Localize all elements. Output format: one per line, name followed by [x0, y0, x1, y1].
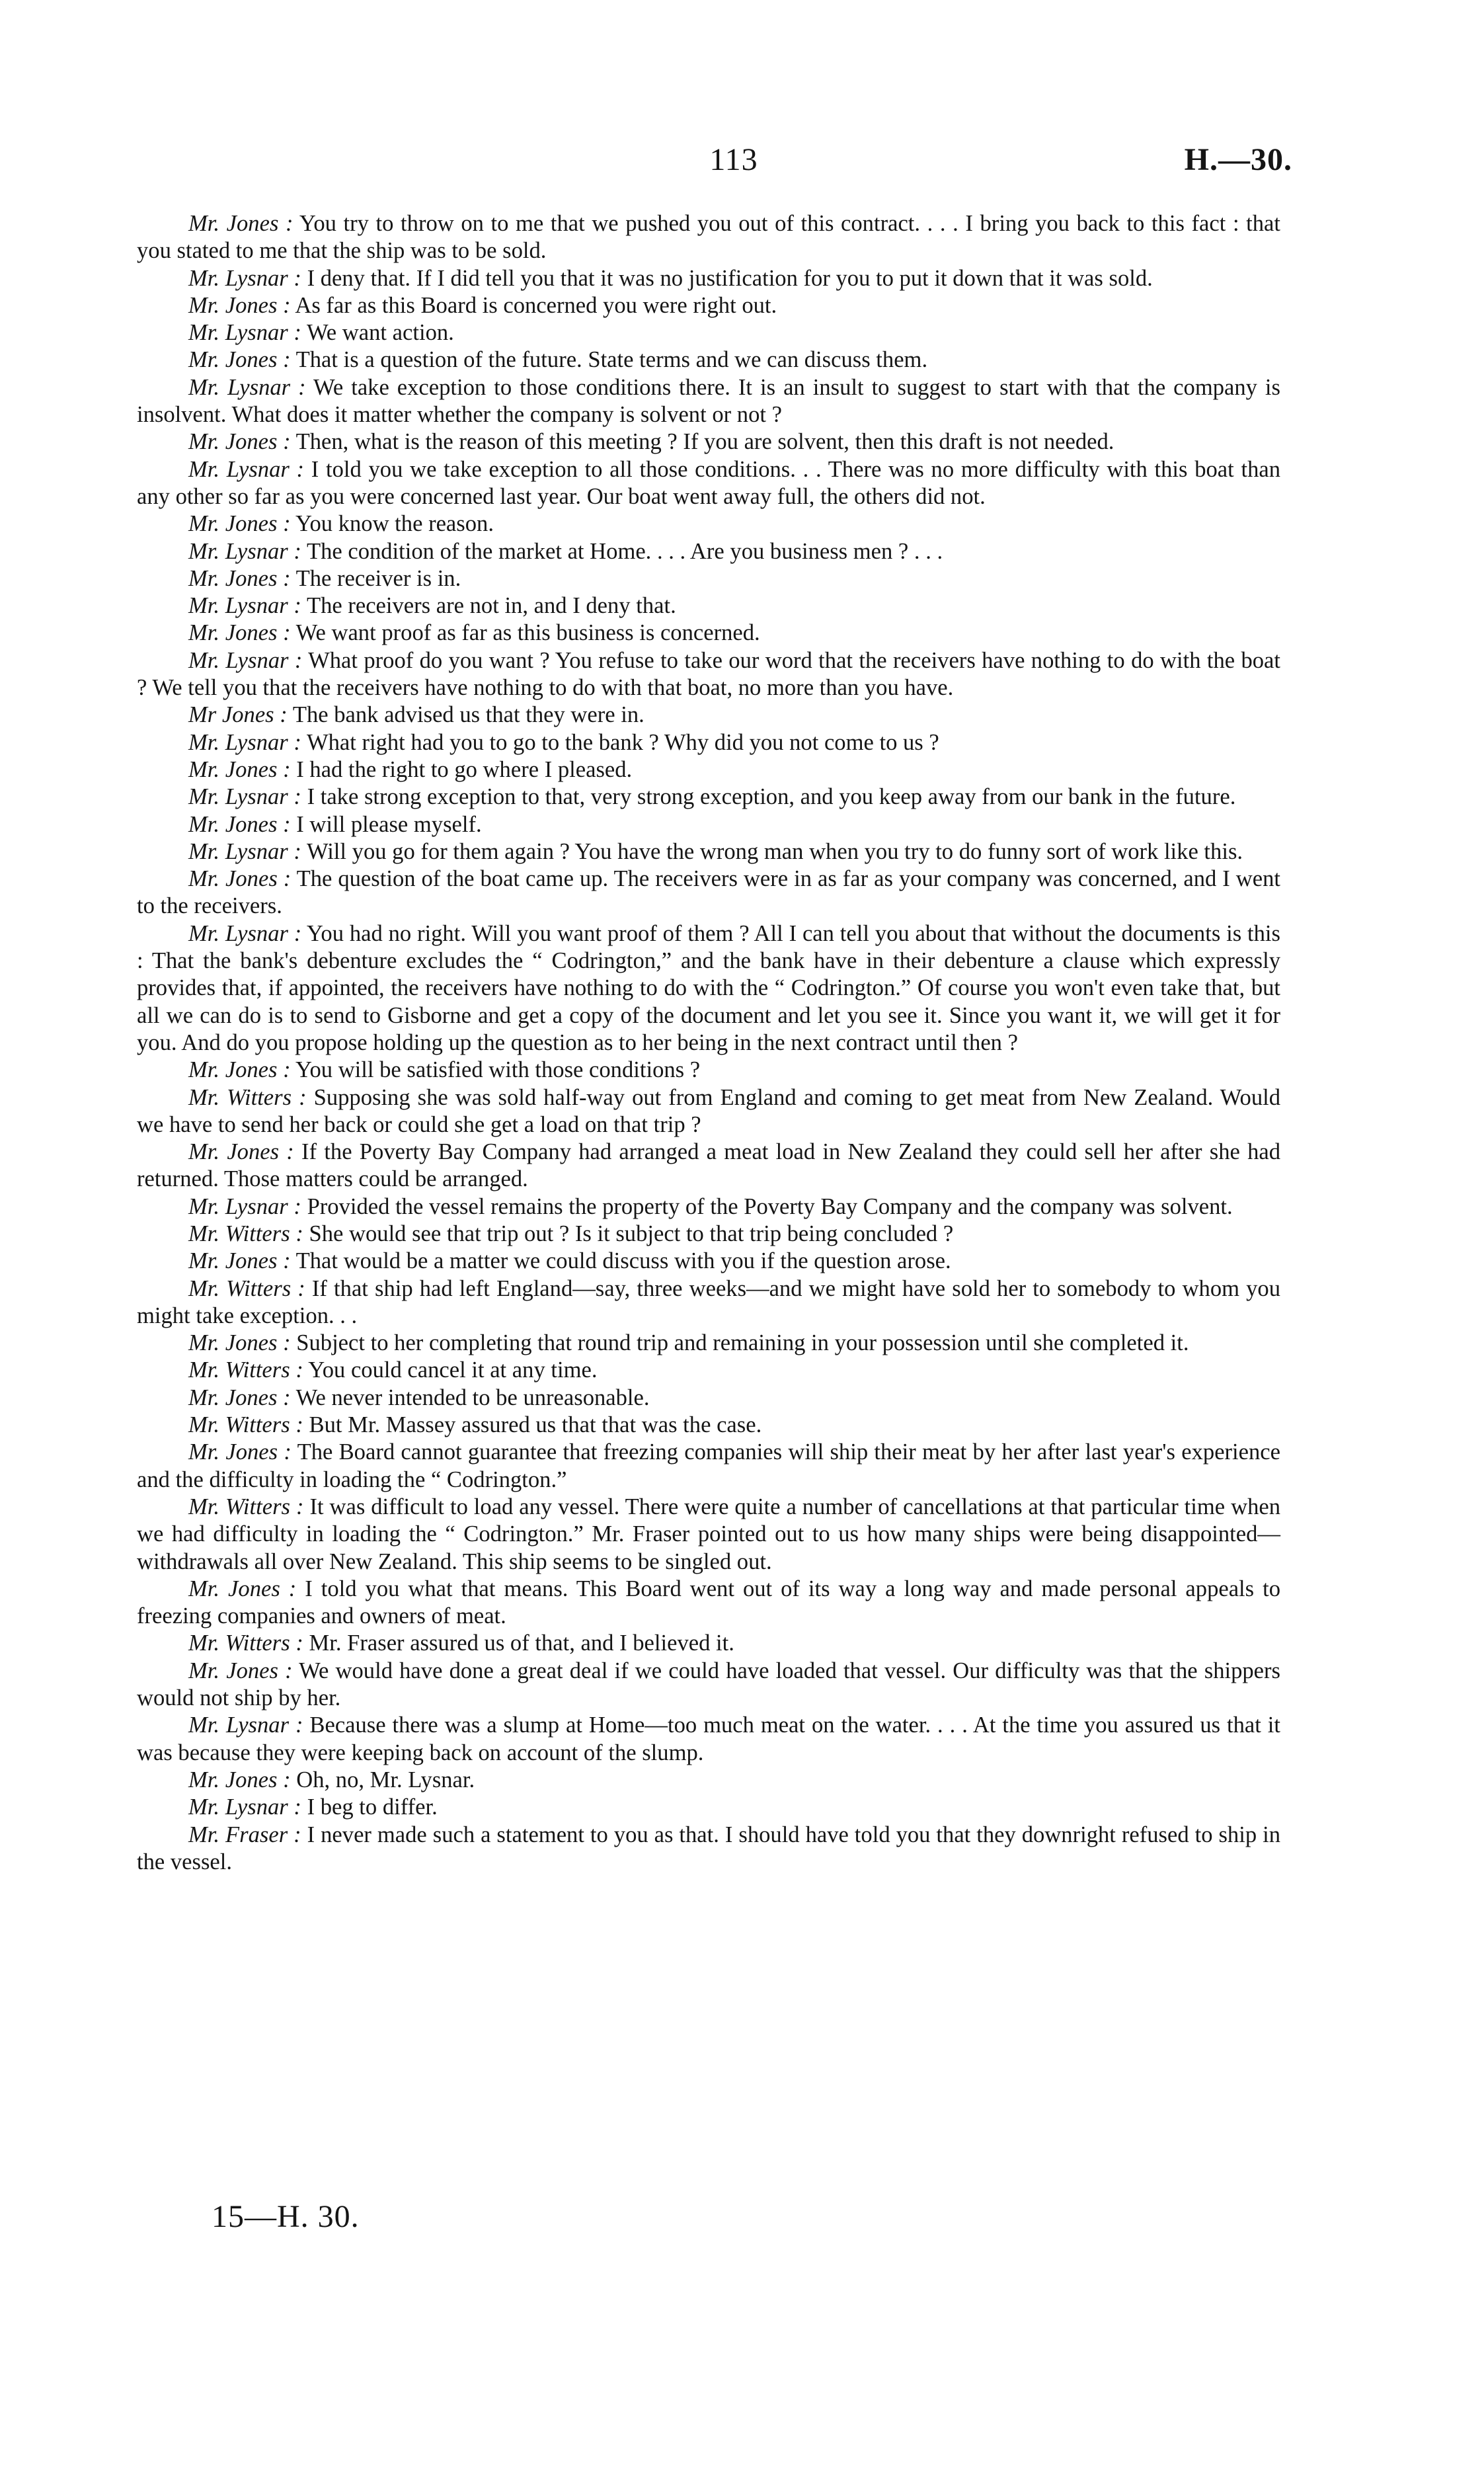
transcript-paragraph	[137, 428, 1280, 456]
speech-text: If the Poverty Bay Company had arranged a meat load in New Zealand they could sell her after she had returned. Those matters could be arranged.	[137, 1139, 1281, 1192]
transcript-paragraph	[137, 1494, 1280, 1576]
speech-text: But Mr. Massey assured us that that was the case.	[303, 1412, 762, 1438]
speaker-name: Mr. Lysnar :	[188, 265, 301, 291]
speech-text: She would see that trip out ? Is it subject to that trip being concluded ?	[303, 1221, 954, 1246]
speech-text: You know the reason.	[290, 511, 494, 537]
transcript-paragraph	[137, 1221, 1280, 1248]
speaker-name: Mr. Lysnar :	[188, 729, 301, 755]
speech-text: Subject to her completing that round trip and remaining in your possession until she completed it.	[290, 1330, 1189, 1356]
speaker-name: Mr. Fraser :	[188, 1822, 301, 1847]
speaker-name: Mr. Lysnar :	[188, 320, 301, 346]
transcript-paragraph	[137, 811, 1280, 838]
speaker-name: Mr. Lysnar :	[188, 538, 301, 564]
speech-text: The question of the boat came up. The receivers were in as far as your company was concerned, and I went to the receivers.	[137, 866, 1280, 919]
transcript-paragraph	[137, 1385, 1280, 1412]
speech-text: The receivers are not in, and I deny that.	[301, 593, 676, 619]
speech-text: You could cancel it at any time.	[303, 1357, 598, 1383]
transcript-paragraph	[137, 1794, 1280, 1821]
transcript-paragraph	[137, 620, 1280, 647]
speaker-name: Mr. Lysnar :	[188, 647, 303, 673]
transcript-paragraph	[137, 1057, 1280, 1084]
transcript-paragraph	[137, 1357, 1280, 1384]
speaker-name: Mr. Jones :	[188, 511, 291, 537]
speech-text: I take strong exception to that, very strong exception, and you keep away from our bank in the future.	[301, 784, 1236, 810]
speech-text: I never made such a statement to you as that. I should have told you that they downright refused to ship in the vessel.	[137, 1822, 1280, 1874]
transcript-paragraph	[137, 1193, 1280, 1221]
speaker-name: Mr. Lysnar :	[188, 838, 301, 864]
transcript-paragraph	[137, 920, 1280, 1057]
speech-text: That is a question of the future. State terms and we can discuss them.	[290, 347, 928, 373]
speech-text: We take exception to those conditions there. It is an insult to suggest to start with that the company is insolvent. What does it matter whether the company is solvent or not ?	[137, 374, 1280, 428]
speaker-name: Mr. Jones :	[188, 347, 291, 373]
speaker-name: Mr. Jones :	[188, 1658, 293, 1683]
speech-text: I told you we take exception to all those conditions. . . There was no more difficulty with this boat than any other so far as you were concerned last year. Our boat went away full, the others did not.	[137, 456, 1280, 509]
transcript-paragraph	[137, 865, 1280, 920]
speaker-name: Mr. Witters :	[188, 1275, 305, 1301]
transcript-paragraph	[137, 346, 1280, 374]
speech-text: I had the right to go where I pleased.	[290, 756, 633, 782]
speaker-name: Mr. Jones :	[188, 1439, 292, 1465]
transcript-paragraph	[137, 729, 1280, 756]
transcript-paragraph	[137, 1767, 1280, 1794]
speaker-name: Mr. Jones :	[188, 866, 292, 892]
speech-text: We want proof as far as this business is concerned.	[290, 620, 760, 646]
transcript-body	[137, 210, 1280, 1876]
transcript-paragraph	[137, 374, 1280, 429]
speaker-name: Mr. Jones :	[188, 1139, 294, 1165]
transcript-paragraph	[137, 210, 1280, 265]
speech-text: We would have done a great deal if we could have loaded that vessel. Our difficulty was that the shippers would not ship by her.	[137, 1658, 1280, 1711]
transcript-paragraph	[137, 1630, 1280, 1657]
printer-signature: 15—H. 30.	[212, 2199, 360, 2234]
transcript-paragraph	[137, 1822, 1280, 1876]
speaker-name: Mr. Jones :	[188, 1576, 297, 1601]
speech-text: The Board cannot guarantee that freezing companies will ship their meat by her after last year's experience and the difficulty in loading the “ Codrington.”	[137, 1439, 1280, 1492]
speech-text: The bank advised us that they were in.	[287, 702, 644, 728]
transcript-paragraph	[137, 456, 1280, 511]
transcript-paragraph	[137, 1139, 1280, 1193]
speaker-name: Mr. Jones :	[188, 1767, 291, 1792]
speech-text: It was difficult to load any vessel. There were quite a number of cancellations at that particular time when we had difficulty in loading the “ Codrington.” Mr. Fraser pointed out to us how many ships were being disappointed—withdrawals all over New Zealand. This ship seems to be singled out.	[137, 1494, 1280, 1574]
speaker-name: Mr. Witters :	[188, 1630, 303, 1656]
transcript-paragraph	[137, 1084, 1280, 1139]
speaker-name: Mr. Lysnar :	[188, 593, 301, 619]
speech-text: We never intended to be unreasonable.	[290, 1385, 650, 1410]
speaker-name: Mr. Jones :	[188, 211, 293, 236]
speech-text: Mr. Fraser assured us of that, and I believed it.	[303, 1630, 734, 1656]
speech-text: We want action.	[301, 320, 454, 346]
transcript-paragraph	[137, 702, 1280, 729]
speech-text: You try to throw on to me that we pushed you out of this contract. . . . I bring you back to this fact : that you stated to me that the ship was to be sold.	[137, 211, 1281, 264]
speaker-name: Mr. Jones :	[188, 620, 291, 646]
speech-text: Because there was a slump at Home—too much meat on the water. . . . At the time you assured us that it was because they were keeping back on account of the slump.	[137, 1712, 1280, 1765]
paper-reference: H.—30.	[1184, 142, 1292, 177]
speech-text: Oh, no, Mr. Lysnar.	[290, 1767, 475, 1792]
transcript-paragraph	[137, 510, 1280, 538]
transcript-paragraph	[137, 838, 1280, 865]
speech-text: Then, what is the reason of this meeting ? If you are solvent, then this draft is not needed.	[290, 429, 1114, 455]
speaker-name: Mr. Jones :	[188, 565, 291, 591]
speaker-name: Mr. Jones :	[188, 756, 291, 782]
transcript-paragraph	[137, 1248, 1280, 1275]
speaker-name: Mr. Witters :	[188, 1412, 303, 1438]
speaker-name: Mr. Witters :	[188, 1357, 303, 1383]
transcript-paragraph	[137, 538, 1280, 565]
speaker-name: Mr. Jones :	[188, 1330, 291, 1356]
speaker-name: Mr. Lysnar :	[188, 784, 301, 810]
speech-text: What proof do you want ? You refuse to take our word that the receivers have nothing to do with the boat ? We tell you that the receivers have nothing to do with that boat, no more than you have.	[137, 647, 1280, 701]
speaker-name: Mr. Jones :	[188, 1248, 291, 1274]
speaker-name: Mr. Jones :	[188, 1385, 291, 1410]
speech-text: Supposing she was sold half-way out from England and coming to get meat from New Zealand. Would we have to send her back or could she get a load on that trip ?	[137, 1084, 1281, 1137]
speaker-name: Mr. Lysnar :	[188, 1193, 301, 1219]
speech-text: You had no right. Will you want proof of them ? All I can tell you about that without the documents is this : That the bank's debenture excludes the “ Codrington,” and the bank have in their debenture a clause which expressly provides that, if appointed, the receivers have nothing to do with the “ Codrington.” Of course you won't even take that, but all we can do is to send to Gisborne and get a copy of the document and let you see it. Since you want it, we will get it for you. And do you propose holding up the question as to her being in the next contract until then ?	[137, 920, 1280, 1055]
transcript-paragraph	[137, 1658, 1280, 1712]
speech-text: The condition of the market at Home. . . . Are you business men ? . . .	[301, 538, 943, 564]
speech-text: If that ship had left England—say, three weeks—and we might have sold her to somebody to whom you might take exception. . .	[137, 1275, 1280, 1328]
page-number: 113	[709, 142, 758, 177]
speech-text: That would be a matter we could discuss with you if the question arose.	[290, 1248, 951, 1274]
speaker-name: Mr. Jones :	[188, 292, 291, 318]
transcript-paragraph	[137, 265, 1280, 292]
transcript-paragraph	[137, 1576, 1280, 1630]
speaker-name: Mr Jones :	[188, 702, 288, 728]
speech-text: What right had you to go to the bank ? Why did you not come to us ?	[301, 729, 939, 755]
transcript-paragraph	[137, 1275, 1280, 1330]
speaker-name: Mr. Witters :	[188, 1494, 304, 1519]
transcript-paragraph	[137, 592, 1280, 620]
transcript-paragraph	[137, 292, 1280, 319]
speaker-name: Mr. Lysnar :	[188, 920, 302, 946]
speech-text: As far as this Board is concerned you were right out.	[290, 292, 777, 318]
speech-text: Provided the vessel remains the property of the Poverty Bay Company and the company was solvent.	[301, 1193, 1233, 1219]
speech-text: I told you what that means. This Board went out of its way a long way and made personal appeals to freezing companies and owners of meat.	[137, 1576, 1281, 1629]
speaker-name: Mr. Lysnar :	[188, 1712, 303, 1738]
transcript-paragraph	[137, 784, 1280, 811]
speaker-name: Mr. Lysnar :	[188, 374, 306, 400]
speaker-name: Mr. Jones :	[188, 429, 291, 455]
transcript-paragraph	[137, 319, 1280, 346]
speaker-name: Mr. Jones :	[188, 811, 291, 837]
transcript-paragraph	[137, 1330, 1280, 1357]
speaker-name: Mr. Lysnar :	[188, 456, 305, 482]
speaker-name: Mr. Witters :	[188, 1221, 303, 1246]
transcript-paragraph	[137, 1712, 1280, 1767]
speech-text: I beg to differ.	[301, 1794, 438, 1820]
transcript-paragraph	[137, 565, 1280, 592]
speech-text: I will please myself.	[290, 811, 482, 837]
speaker-name: Mr. Jones :	[188, 1057, 291, 1083]
speaker-name: Mr. Lysnar :	[188, 1794, 301, 1820]
transcript-paragraph	[137, 1439, 1280, 1494]
transcript-paragraph	[137, 756, 1280, 784]
speech-text: The receiver is in.	[290, 565, 461, 591]
transcript-paragraph	[137, 1412, 1280, 1439]
speech-text: You will be satisfied with those conditions ?	[290, 1057, 701, 1083]
speech-text: I deny that. If I did tell you that it was no justification for you to put it down that it was sold.	[301, 265, 1153, 291]
speaker-name: Mr. Witters :	[188, 1084, 307, 1110]
transcript-paragraph	[137, 647, 1280, 702]
speech-text: Will you go for them again ? You have the wrong man when you try to do funny sort of work like this.	[301, 838, 1243, 864]
